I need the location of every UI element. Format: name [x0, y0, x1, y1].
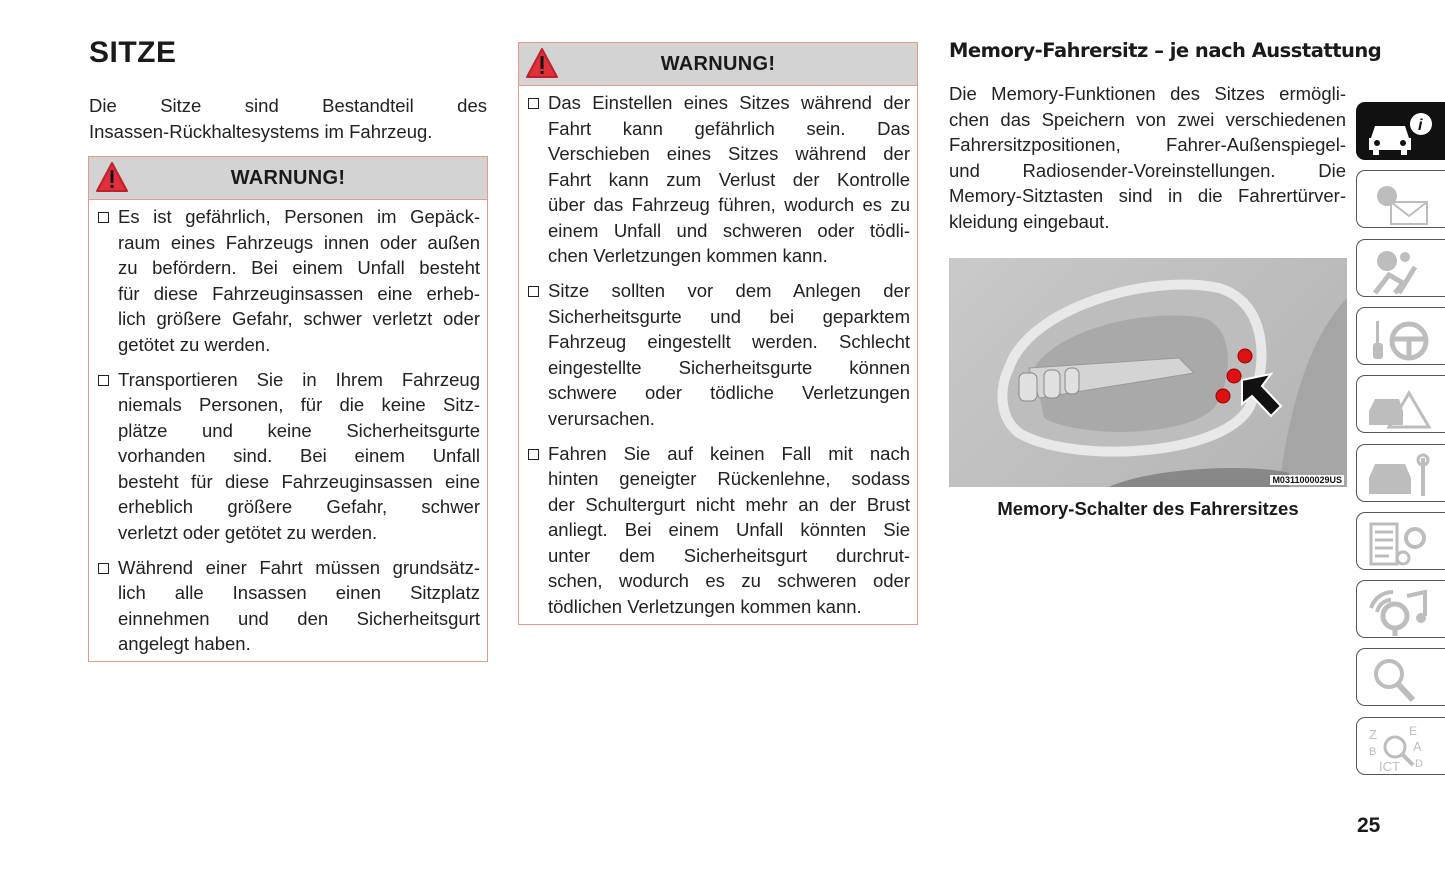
text-line: Sicherheitsgurte und bei geparktem — [548, 305, 910, 327]
warning-items — [519, 86, 917, 619]
chapter-tab-multimedia[interactable] — [1356, 580, 1445, 638]
warning-header — [519, 43, 917, 86]
svg-text:D: D — [1415, 757, 1423, 770]
text-line: schen, wodurch es zu schweren oder — [548, 570, 910, 591]
text-line: eingestellte Sicherheitsgurte können — [548, 356, 910, 378]
warning-item — [519, 278, 910, 431]
car-info-icon — [1365, 108, 1435, 158]
chapter-tab-starting-driving[interactable] — [1356, 307, 1445, 365]
text-line: angelegt haben. — [118, 633, 251, 654]
text-line: Fahren Sie auf keinen Fall mit nach — [548, 442, 910, 464]
text-line: über das Fahrzeug führen, wodurch es zu — [548, 194, 910, 215]
chapter-tab-car-info[interactable] — [1356, 102, 1445, 160]
warning-header — [89, 157, 487, 200]
text-line: Fahrt kann zum Verlust der Kontrolle — [548, 168, 910, 190]
text-line: der Schultergurt nicht mehr an der Brust — [548, 493, 910, 515]
checkbox-bullet-icon — [528, 98, 539, 109]
warning-box-1 — [88, 156, 488, 662]
warning-items — [89, 200, 487, 657]
warning-lights-messages-icon — [1365, 176, 1435, 226]
text-line: Sitze sollten vor dem Anlegen der — [548, 280, 910, 301]
intro-paragraph — [89, 93, 487, 144]
text-line: Das Einstellen eines Sitzes während der — [548, 92, 910, 113]
warning-item — [519, 441, 910, 620]
emergency-icon — [1365, 381, 1435, 431]
starting-driving-icon — [1365, 313, 1435, 363]
text-line: hinten geneigter Rückenlehne, sodass — [548, 468, 910, 489]
text-line: kleidung eingebaut. — [949, 210, 1110, 232]
search-icon — [1365, 654, 1435, 704]
text-line: getötet zu werden. — [118, 333, 271, 355]
chapter-tab-technical-specs[interactable] — [1356, 512, 1445, 570]
figure-code: M0311000029US — [1272, 475, 1342, 485]
text-line: verletzt oder getötet zu werden. — [118, 521, 378, 543]
door-panel-illustration — [949, 258, 1347, 487]
text-line: Die Memory-Funktionen des Sitzes ermögli- — [949, 83, 1346, 104]
page-number: 25 — [1357, 814, 1381, 837]
chapter-tab-safety-airbag[interactable] — [1356, 239, 1445, 297]
figure-caption: Memory-Schalter des Fahrersitzes — [997, 498, 1299, 519]
chapter-tab-index[interactable] — [1356, 717, 1445, 775]
index-icon — [1365, 723, 1435, 773]
text-line: und Radiosender-Voreinstellungen. Die — [949, 159, 1346, 181]
text-line: für diese Fahrzeuginsassen eine erheb- — [118, 282, 480, 304]
chapter-tab-search[interactable] — [1356, 648, 1445, 706]
memory-switch-figure — [949, 258, 1347, 487]
text-line: lich größere Gefahr, schwer verletzt oder — [118, 308, 480, 329]
text-line: Verschieben eines Sitzes während der — [548, 143, 910, 164]
multimedia-icon — [1365, 586, 1435, 636]
page-title: SITZE — [89, 36, 177, 69]
svg-text:i: i — [1418, 117, 1423, 134]
text-line: Transportieren Sie in Ihrem Fahrzeug — [118, 368, 480, 390]
text-line: Fahrersitzpositionen, Fahrer-Außenspiegel- — [949, 134, 1346, 155]
text-line: chen das Speichern von zwei verschiedenen — [949, 108, 1346, 130]
memory-paragraph — [949, 81, 1346, 234]
text-line: plätze und keine Sicherheitsgurte — [118, 419, 480, 441]
warning-item — [89, 555, 480, 657]
checkbox-bullet-icon — [98, 375, 109, 386]
section-heading: Memory-Fahrersitz – je nach Ausstattung — [949, 39, 1382, 62]
text-line: einnehmen und den Sicherheitsgurt — [118, 607, 480, 629]
text-line: niemals Personen, für die keine Sitz- — [118, 394, 480, 415]
text-line: zu befördern. Bei einem Unfall besteht — [118, 257, 480, 278]
text-line: schwere oder tödliche Verletzungen — [548, 382, 910, 403]
text-line: Die Sitze sind Bestandteil des — [89, 95, 487, 116]
checkbox-bullet-icon — [98, 212, 109, 223]
checkbox-bullet-icon — [528, 286, 539, 297]
text-line: unter dem Sicherheitsgurt durchrut- — [548, 544, 910, 566]
text-line: Insassen-Rückhaltesystems im Fahrzeug. — [89, 120, 433, 142]
text-line: lich alle Insassen einen Sitzplatz — [118, 582, 480, 603]
warning-box-2 — [518, 42, 918, 625]
text-line: Fahrt kann gefährlich sein. Das — [548, 117, 910, 139]
text-line: einem Unfall und schweren oder tödli- — [548, 219, 910, 241]
text-line: anliegt. Bei einem Unfall könnten Sie — [548, 519, 910, 540]
text-line: Fahrzeug eingestellt werden. Schlecht — [548, 331, 910, 352]
text-line: verursachen. — [548, 407, 655, 429]
warning-title: WARNUNG! — [660, 53, 776, 75]
chapter-tab-warning-lights-messages[interactable] — [1356, 170, 1445, 228]
text-line: vorhanden sind. Bei einem Unfall — [118, 445, 480, 466]
text-line: Memory-Sitztasten sind in die Fahrertürver- — [949, 185, 1346, 206]
svg-text:Z: Z — [1369, 726, 1377, 742]
warning-item — [89, 204, 480, 357]
text-line: besteht für diese Fahrzeuginsassen eine — [118, 470, 480, 492]
text-line: raum eines Fahrzeugs innen oder außen — [118, 231, 480, 253]
chapter-tab-service-maintenance[interactable] — [1356, 444, 1445, 502]
service-maintenance-icon — [1365, 450, 1435, 500]
chapter-tab-emergency[interactable] — [1356, 375, 1445, 433]
checkbox-bullet-icon — [528, 449, 539, 460]
svg-text:A: A — [1413, 738, 1422, 754]
warning-title: WARNUNG! — [230, 167, 346, 189]
svg-text:E: E — [1409, 723, 1418, 738]
text-line: Während einer Fahrt müssen grundsätz- — [118, 556, 480, 578]
text-line: tödlichen Verletzungen kommen kann. — [548, 595, 862, 617]
safety-airbag-icon — [1365, 245, 1435, 295]
text-line: chen Verletzungen kommen kann. — [548, 245, 828, 266]
warning-item — [89, 367, 480, 546]
svg-text:ICT: ICT — [1379, 758, 1400, 773]
warning-item — [519, 90, 910, 269]
text-line: Es ist gefährlich, Personen im Gepäck- — [118, 206, 480, 227]
checkbox-bullet-icon — [98, 563, 109, 574]
svg-text:B: B — [1369, 745, 1377, 758]
text-line: erheblich größere Gefahr, schwer — [118, 496, 480, 517]
technical-specs-icon — [1365, 518, 1435, 568]
